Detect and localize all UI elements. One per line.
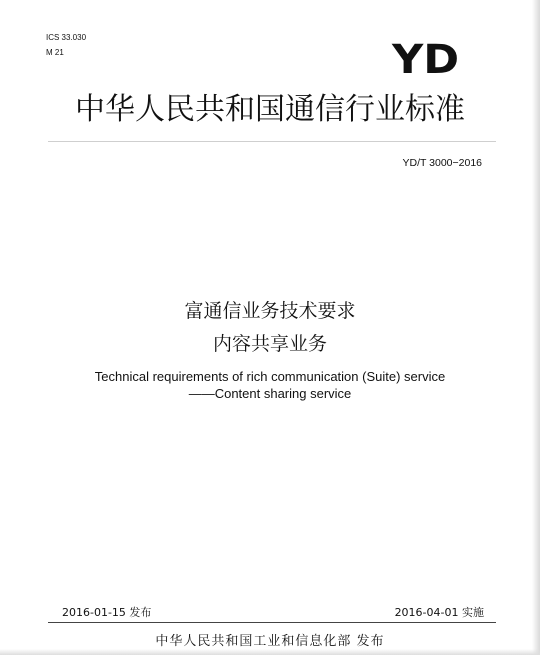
document-title-en-line-2: ——Content sharing service xyxy=(188,386,352,401)
page-shadow-right xyxy=(532,0,540,655)
standard-number: YD/T 3000−2016 xyxy=(402,157,482,169)
standard-title: 中华人民共和国通信行业标准 xyxy=(75,92,465,127)
page-shadow-bottom xyxy=(0,649,540,655)
title-divider xyxy=(48,141,496,142)
document-title-cn-line-1: 富通信业务技术要求 xyxy=(184,300,356,322)
yd-logo: YD xyxy=(392,37,460,83)
issuing-authority: 中华人民共和国工业和信息化部 发布 xyxy=(155,634,385,649)
classification-code: M 21 xyxy=(46,48,64,57)
footer-divider xyxy=(48,622,496,623)
implementation-date: 2016-04-01 实施 xyxy=(394,606,484,619)
ics-code: ICS 33.030 xyxy=(46,33,87,42)
issue-date: 2016-01-15 发布 xyxy=(62,606,152,619)
document-title-en-line-1: Technical requirements of rich communication (Suite) service xyxy=(94,369,446,384)
document-title-cn-line-2: 内容共享业务 xyxy=(212,333,327,355)
